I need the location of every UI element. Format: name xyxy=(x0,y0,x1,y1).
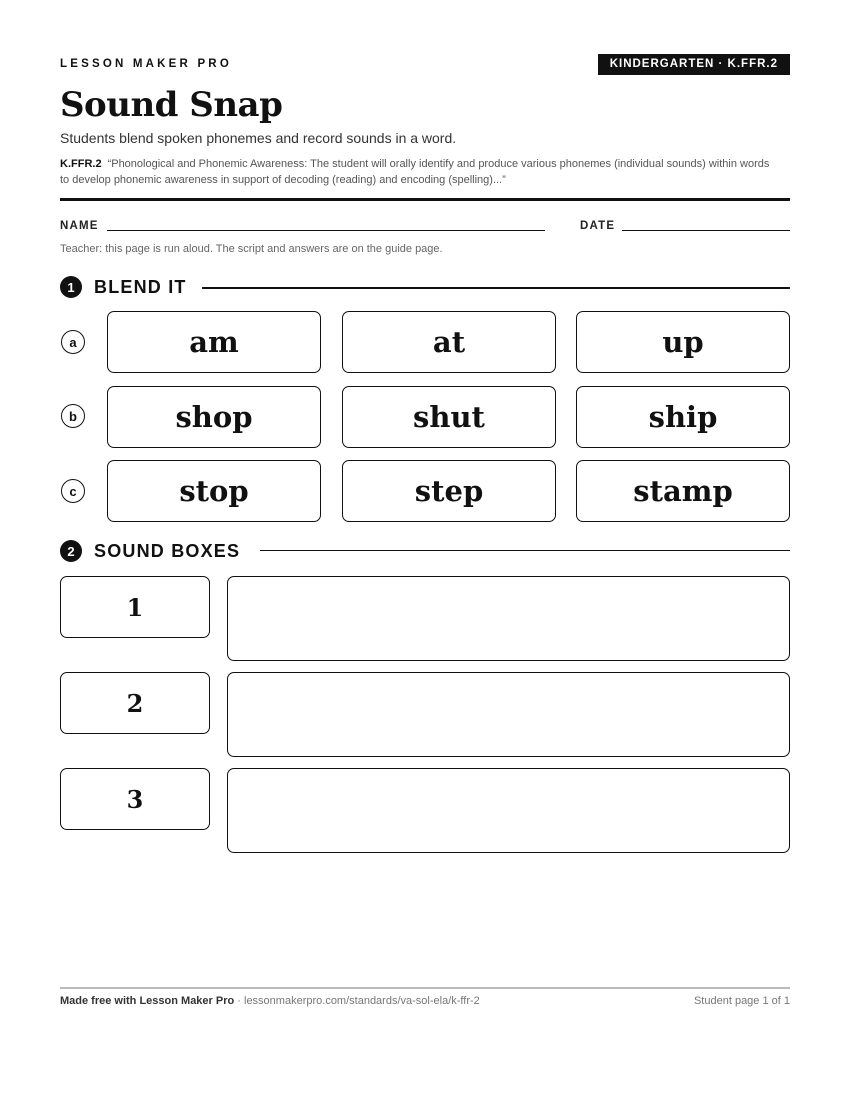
word-card: stop xyxy=(107,460,321,522)
page-subtitle: Students blend spoken phonemes and record sounds in a word. xyxy=(60,130,457,146)
item-number-box: 2 xyxy=(60,672,210,734)
row-letter-a: a xyxy=(61,330,85,354)
word-card: at xyxy=(342,311,556,373)
section-rule xyxy=(260,550,790,551)
teacher-note: Teacher: this page is run aloud. The script and answers are on the guide page. xyxy=(60,243,443,255)
section-blend-it-header xyxy=(60,275,187,299)
section-rule xyxy=(202,287,790,289)
sound-boxes-answer-area[interactable] xyxy=(227,672,790,757)
standard-description xyxy=(60,156,780,188)
standard-text: “Phonological and Phonemic Awareness: The student will orally identify and produce various phonemes (individual sounds) within words to develop phonemic awareness in support of decoding (reading) and encoding (spelling)...” xyxy=(60,158,770,186)
standard-code: K.FFR.2 xyxy=(60,158,102,170)
word-card: shop xyxy=(107,386,321,448)
word-card: shut xyxy=(342,386,556,448)
row-letter-b: b xyxy=(61,404,85,428)
item-number-box: 1 xyxy=(60,576,210,638)
footer-divider xyxy=(60,987,790,989)
section-title: BLEND IT xyxy=(94,276,187,297)
footer-url[interactable]: lessonmakerpro.com/standards/va-sol-ela/k-ffr-2 xyxy=(244,995,480,1007)
brand-name: LESSON MAKER PRO xyxy=(60,58,232,70)
page-title: Sound Snap xyxy=(60,85,283,125)
date-label: DATE xyxy=(580,220,616,232)
row-letter-c: c xyxy=(61,479,85,503)
name-label: NAME xyxy=(60,220,99,232)
footer-page-number: Student page 1 of 1 xyxy=(693,995,790,1007)
footer-made-with: Made free with Lesson Maker Pro xyxy=(60,995,235,1007)
word-card: stamp xyxy=(576,460,790,522)
sound-boxes-answer-area[interactable] xyxy=(227,576,790,661)
grade-standard-badge: KINDERGARTEN · K.FFR.2 xyxy=(598,54,790,75)
worksheet-page xyxy=(60,0,790,1100)
footer-separator: · xyxy=(234,995,244,1007)
sound-boxes-answer-area[interactable] xyxy=(227,768,790,853)
section-number-badge: 2 xyxy=(60,540,82,562)
footer-credit xyxy=(60,995,480,1007)
word-card: am xyxy=(107,311,321,373)
section-number-badge: 1 xyxy=(60,276,82,298)
word-card: up xyxy=(576,311,790,373)
date-field[interactable] xyxy=(622,230,790,231)
name-field[interactable] xyxy=(107,230,545,231)
word-card: ship xyxy=(576,386,790,448)
header-divider xyxy=(60,198,790,201)
item-number-box: 3 xyxy=(60,768,210,830)
section-sound-boxes-header xyxy=(60,539,240,563)
word-card: step xyxy=(342,460,556,522)
section-title: SOUND BOXES xyxy=(94,540,241,561)
